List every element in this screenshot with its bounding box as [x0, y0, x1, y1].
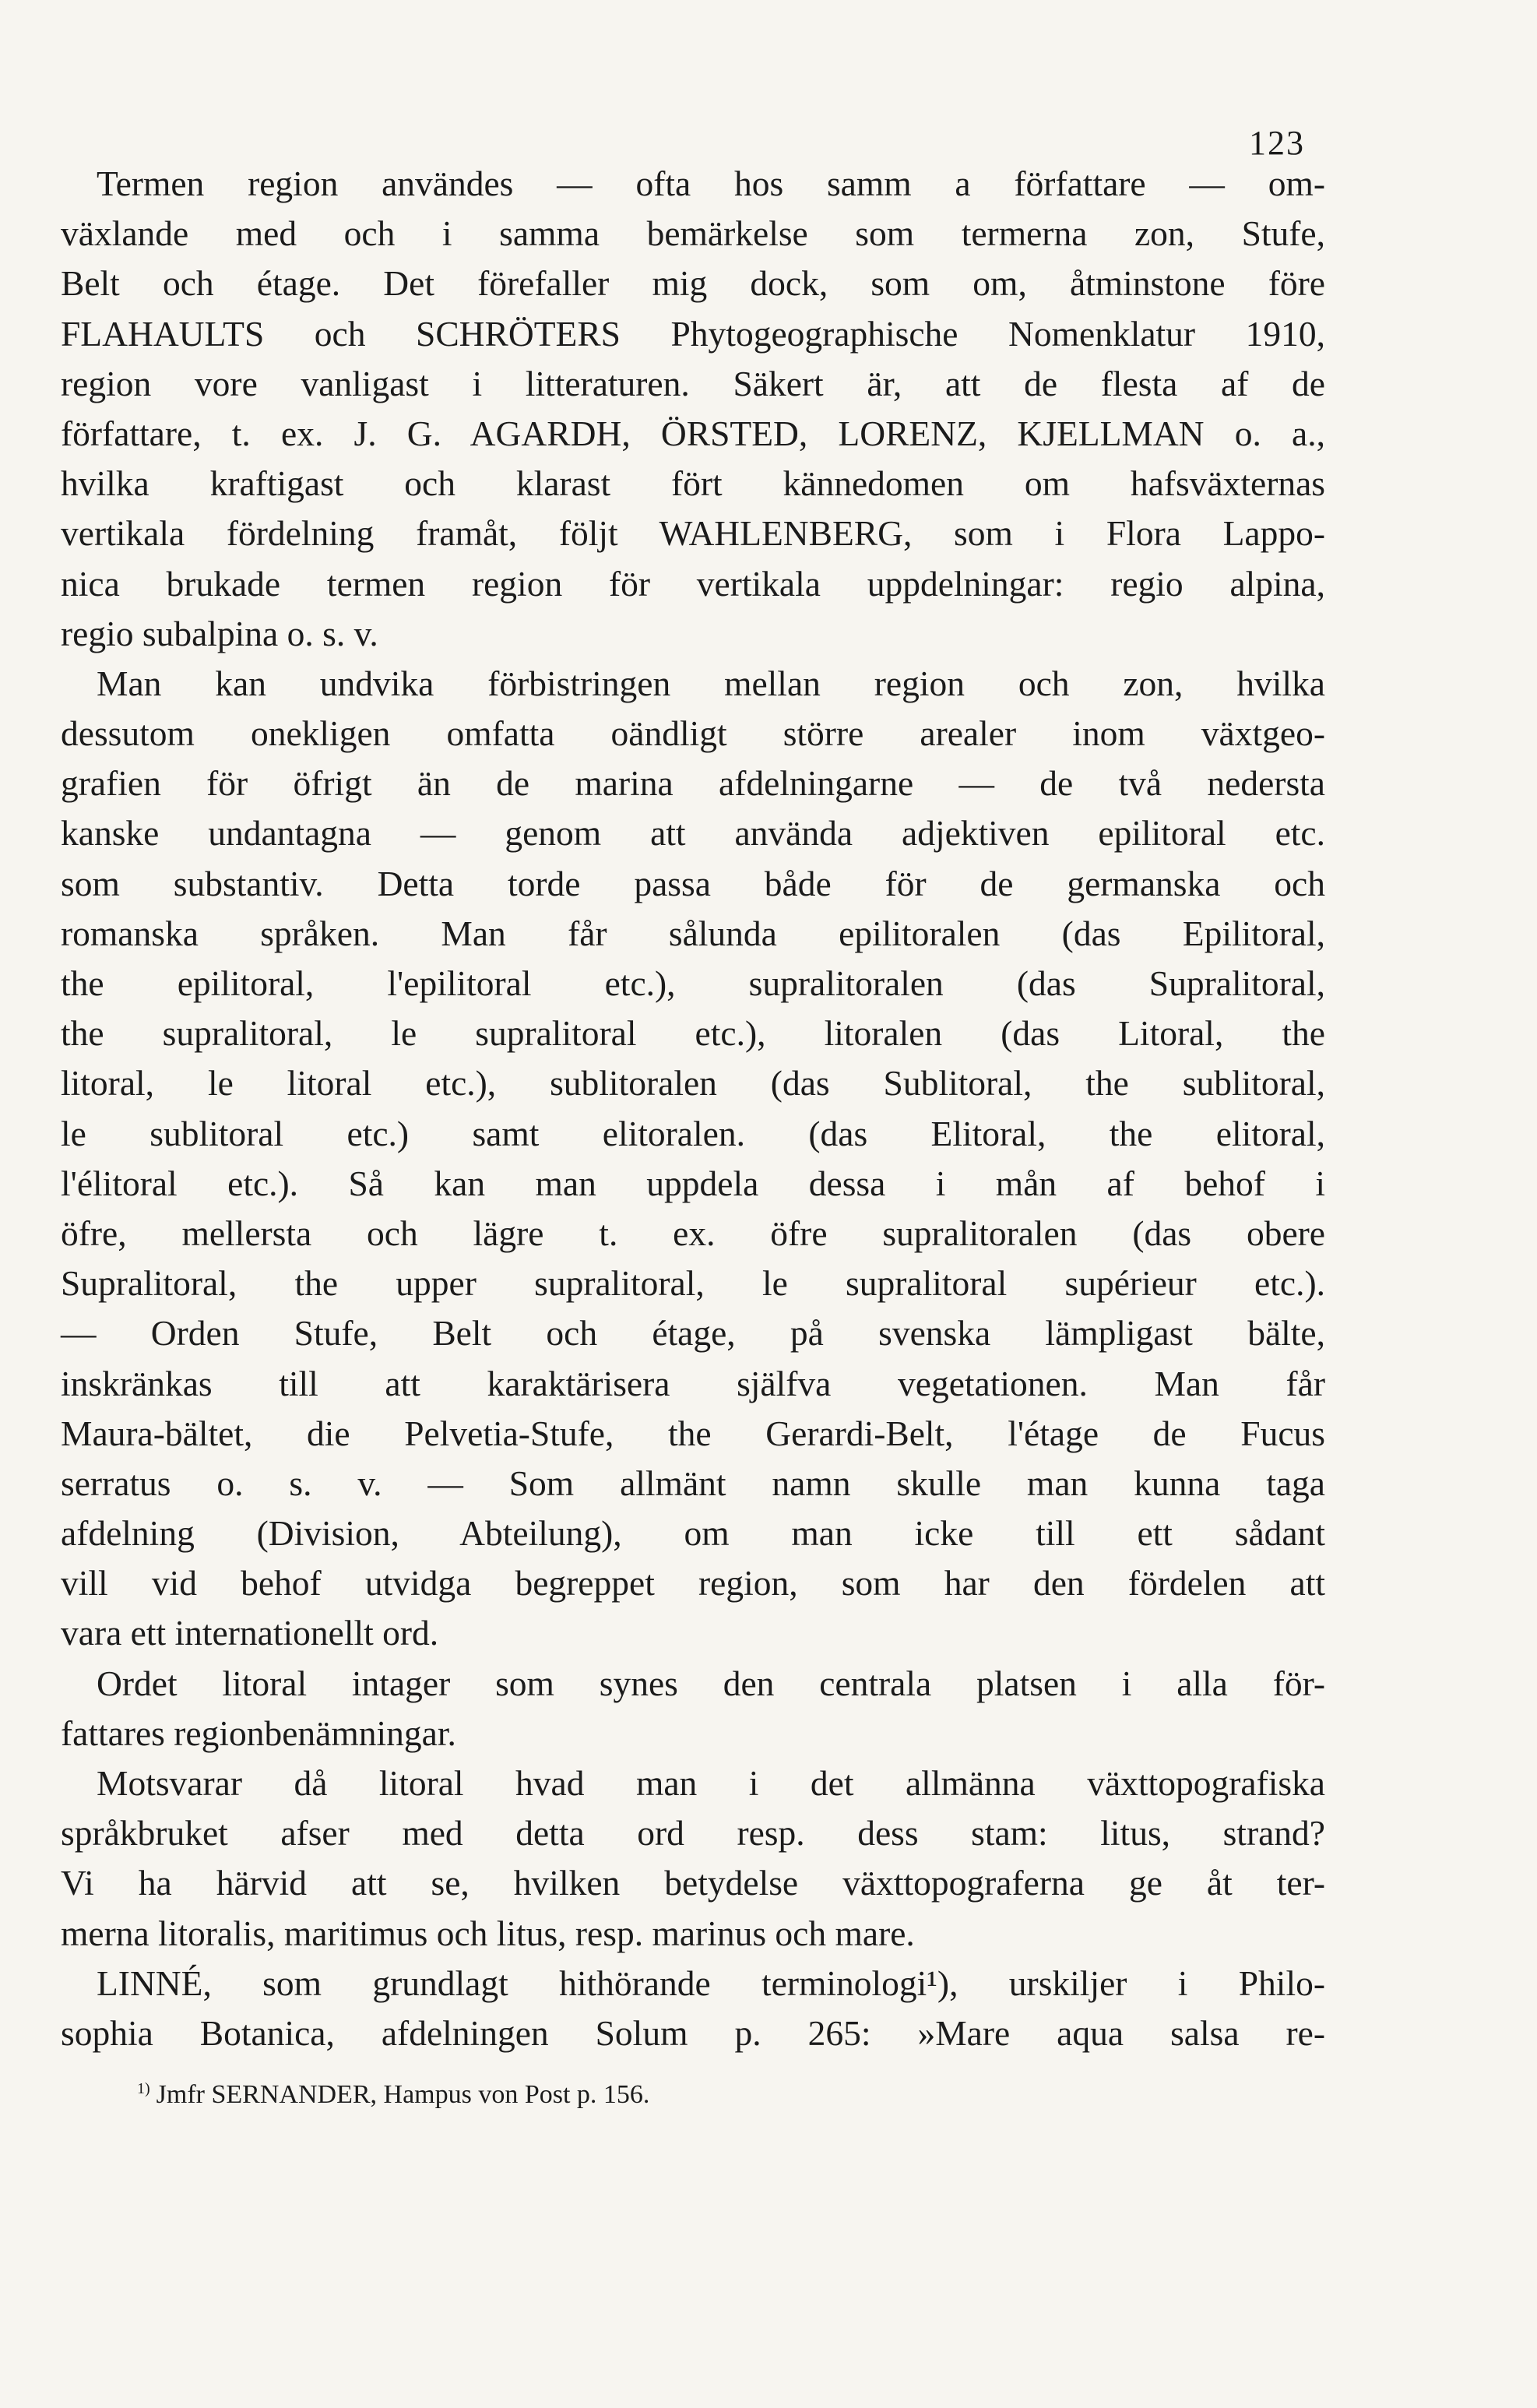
text-line: dessutom onekligen omfatta oändligt större arealer inom växtgeo-: [61, 713, 1325, 754]
text-line: romanska språken. Man får sålunda epilitoralen (das Epilitoral,: [61, 913, 1325, 953]
text-line: växlande med och i samma bemärkelse som termerna zon, Stufe,: [61, 213, 1325, 254]
text-line: le sublitoral etc.) samt elitoralen. (das Elitoral, the elitoral,: [61, 1113, 1325, 1153]
page-number: 123: [1249, 124, 1305, 162]
text-line: grafien för öfrigt än de marina afdelningarne — de två nedersta: [61, 763, 1325, 804]
text-line: fattares regionbenämningar.: [61, 1713, 456, 1753]
body-text: [61, 159, 1325, 2058]
text-line: sophia Botanica, afdelningen Solum p. 265: »Mare aqua salsa re-: [61, 2012, 1325, 2053]
text-line: the epilitoral, l'epilitoral etc.), supralitoralen (das Supralitoral,: [61, 963, 1325, 1003]
text-line: som substantiv. Detta torde passa både för de germanska och: [61, 863, 1325, 903]
text-line: litoral, le litoral etc.), sublitoralen (das Sublitoral, the sublitoral,: [61, 1063, 1325, 1104]
text-line: inskränkas till att karaktärisera själfva vegetationen. Man får: [61, 1363, 1325, 1403]
text-line: språkbruket afser med detta ord resp. dess stam: litus, strand?: [61, 1813, 1325, 1854]
text-line: Ordet litoral intager som synes den centrala platsen i alla för-: [97, 1663, 1325, 1703]
text-line: kanske undantagna — genom att använda adjektiven epilitoral etc.: [61, 813, 1325, 854]
text-line: Vi ha härvid att se, hvilken betydelse växttopograferna ge åt ter-: [61, 1863, 1325, 1903]
text-line: författare, t. ex. J. G. AGARDH, ÖRSTED, LORENZ, KJELLMAN o. a.,: [61, 413, 1325, 453]
text-line: öfre, mellersta och lägre t. ex. öfre supralitoralen (das obere: [61, 1213, 1325, 1253]
text-line: nica brukade termen region för vertikala uppdelningar: regio alpina,: [61, 563, 1325, 604]
text-line: Motsvarar då litoral hvad man i det allmänna växttopografiska: [97, 1763, 1325, 1803]
text-line: hvilka kraftigast och klarast fört kännedomen om hafsväxternas: [61, 463, 1325, 504]
text-line: vara ett internationellt ord.: [61, 1613, 439, 1653]
text-line: Maura-bältet, die Pelvetia-Stufe, the Gerardi-Belt, l'étage de Fucus: [61, 1413, 1325, 1453]
text-line: LINNÉ, som grundlagt hithörande terminologi¹), urskiljer i Philo-: [97, 1963, 1325, 2003]
text-line: region vore vanligast i litteraturen. Säkert är, att de flesta af de: [61, 363, 1325, 403]
text-line: vertikala fördelning framåt, följt WAHLENBERG, som i Flora Lappo-: [61, 513, 1325, 554]
text-line: merna litoralis, maritimus och litus, resp. marinus och mare.: [61, 1913, 915, 1953]
text-line: — Orden Stufe, Belt och étage, på svenska lämpligast bälte,: [61, 1313, 1325, 1354]
footnote-text: Jmfr SERNANDER, Hampus von Post p. 156.: [156, 2080, 650, 2109]
text-line: afdelning (Division, Abteilung), om man icke till ett sådant: [61, 1513, 1325, 1554]
text-line: the supralitoral, le supralitoral etc.), litoralen (das Litoral, the: [61, 1013, 1325, 1054]
text-line: vill vid behof utvidga begreppet region, som har den fördelen att: [61, 1563, 1325, 1604]
text-line: Man kan undvika förbistringen mellan region och zon, hvilka: [97, 663, 1325, 703]
text-line: FLAHAULTS och SCHRÖTERS Phytogeographische Nomenklatur 1910,: [61, 313, 1325, 354]
text-line: regio subalpina o. s. v.: [61, 613, 378, 653]
text-line: Termen region användes — ofta hos samm a författare — om-: [97, 164, 1325, 203]
text-line: Belt och étage. Det förefaller mig dock, som om, åtminstone före: [61, 263, 1325, 304]
footnote: [137, 2073, 649, 2111]
text-line: serratus o. s. v. — Som allmänt namn skulle man kunna taga: [61, 1463, 1325, 1503]
text-line: l'élitoral etc.). Så kan man uppdela dessa i mån af behof i: [61, 1163, 1325, 1203]
text-line: Supralitoral, the upper supralitoral, le supralitoral supérieur etc.).: [61, 1263, 1325, 1304]
footnote-marker: 1): [137, 2080, 150, 2097]
